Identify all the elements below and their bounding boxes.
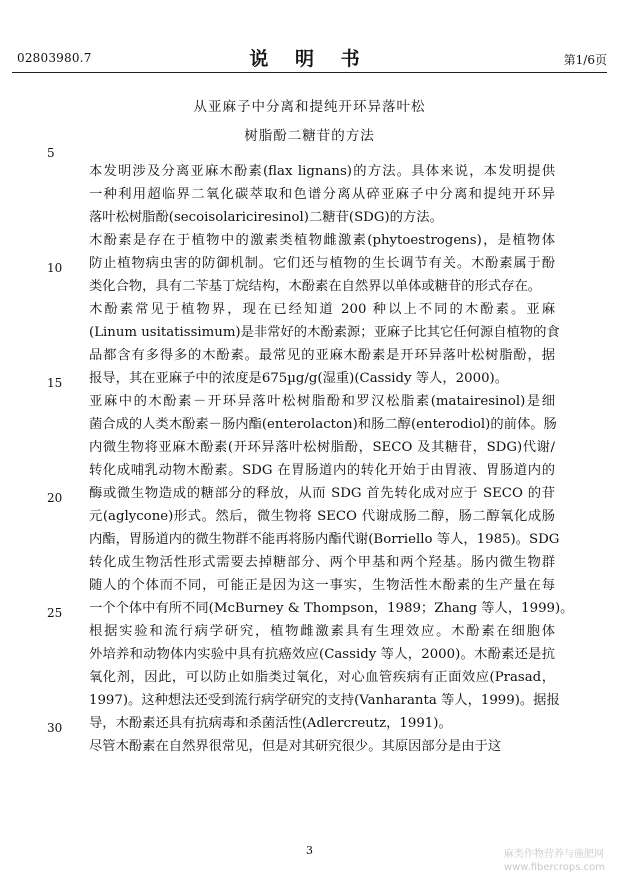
text-line: 落叶松树脂酚(secoisolariciresinol)二糖苷(SDG)的方法。 [89, 210, 443, 225]
page-number: 3 [306, 844, 313, 857]
text-line: 一种利用超临界二氧化碳萃取和色谱分离从碎亚麻子中分离和提纯开环异 [89, 187, 555, 202]
line-number: 25 [47, 606, 63, 620]
text-line: 转化成哺乳动物木酚素。SDG 在胃肠道内的转化开始于由胃液、胃肠道内的 [89, 463, 555, 478]
watermark-line: www.fibercrops.com [503, 862, 605, 873]
text-line: 酶或微生物造成的糖部分的释放，从而 SDG 首先转化成对应于 SECO 的苷 [89, 486, 555, 501]
application-number: 02803980.7 [17, 51, 92, 65]
text-line: 根据实验和流行病学研究，植物雌激素具有生理效应。木酚素在细胞体 [89, 624, 555, 639]
watermark [504, 848, 605, 874]
text-line: 内酯，胃肠道内的微生物群不能再将肠内酯代谢(Borriello 等人，1985)。SDG [89, 532, 560, 547]
text-line: 尽管木酚素在自然界很常见，但是对其研究很少。其原因部分是由于这 [89, 739, 502, 754]
text-line: 报导，其在亚麻子中的浓度是675µg/g(湿重)(Cassidy 等人，2000)。 [89, 371, 509, 386]
text-line: 元(aglycone)形式。然后，微生物将 SECO 代谢成肠二醇，肠二醇氧化成肠 [89, 509, 555, 524]
text-line: 1997)。这种想法还受到流行病学研究的支持(Vanharanta 等人，1999)。据报 [89, 693, 560, 708]
document-type-title: 说 明 书 [249, 48, 370, 70]
watermark-line: 麻类作物营养与施肥网 [503, 849, 604, 860]
text-line: 外培养和动物体内实验中具有抗癌效应(Cassidy 等人，2000)。木酚素还是抗 [89, 647, 555, 662]
text-line: 本发明涉及分离亚麻木酚素(flax lignans)的方法。具体来说，本发明提供 [89, 164, 555, 179]
text-line: 菌合成的人类木酚素－肠内酯(enterolacton)和肠二醇(enterodiol)的前体。肠 [89, 417, 557, 432]
line-number: 5 [47, 146, 55, 160]
text-line: 内微生物将亚麻木酚素(开环异落叶松树脂酚，SECO 及其糖苷，SDG)代谢/ [89, 440, 555, 455]
text-line: 木酚素常见于植物界，现在已经知道 200 种以上不同的木酚素。亚麻 [89, 302, 555, 317]
line-number: 20 [47, 491, 63, 505]
text-line: (Linum usitatissimum)是非常好的木酚素源；亚麻子比其它任何源自植物的食 [89, 325, 560, 340]
invention-title-line: 树脂酚二糖苷的方法 [244, 128, 375, 144]
text-line: 氧化剂，因此，可以防止如脂类过氧化，对心血管疾病有正面效应(Prasad， [89, 670, 555, 685]
page-header [0, 0, 619, 82]
text-line: 转化成生物活性形式需要去掉糖部分、两个甲基和两个羟基。肠内微生物群 [89, 555, 555, 570]
line-number: 15 [47, 376, 63, 390]
description-body [89, 160, 574, 758]
invention-title-line: 从亚麻子中分离和提纯开环异落叶松 [193, 99, 426, 115]
page-indicator: 第1/6页 [563, 53, 607, 67]
header-rule [12, 72, 607, 73]
text-line: 类化合物，具有二苄基丁烷结构，木酚素在自然界以单体或糖苷的形式存在。 [89, 279, 542, 294]
text-line: 一个个体中有所不同(McBurney & Thompson，1989；Zhang 等人，1999)。 [89, 601, 574, 616]
text-line: 品都含有多得多的木酚素。最常见的亚麻木酚素是开环异落叶松树脂酚，据 [89, 348, 555, 363]
text-line: 木酚素是存在于植物中的激素类植物雌激素(phytoestrogens)，是植物体 [89, 233, 555, 248]
text-line: 防止植物病虫害的防御机制。它们还与植物的生长调节有关。木酚素属于酚 [89, 256, 555, 271]
line-number: 30 [47, 721, 63, 735]
line-number: 10 [47, 261, 63, 275]
text-line: 随人的个体而不同，可能正是因为这一事实，生物活性木酚素的生产量在每 [89, 578, 555, 593]
text-line: 导，木酚素还具有抗病毒和杀菌活性(Adlercreutz，1991)。 [89, 716, 452, 731]
invention-title [0, 93, 619, 151]
text-line: 亚麻中的木酚素－开环异落叶松树脂酚和罗汉松脂素(matairesinol)是细 [89, 394, 555, 409]
